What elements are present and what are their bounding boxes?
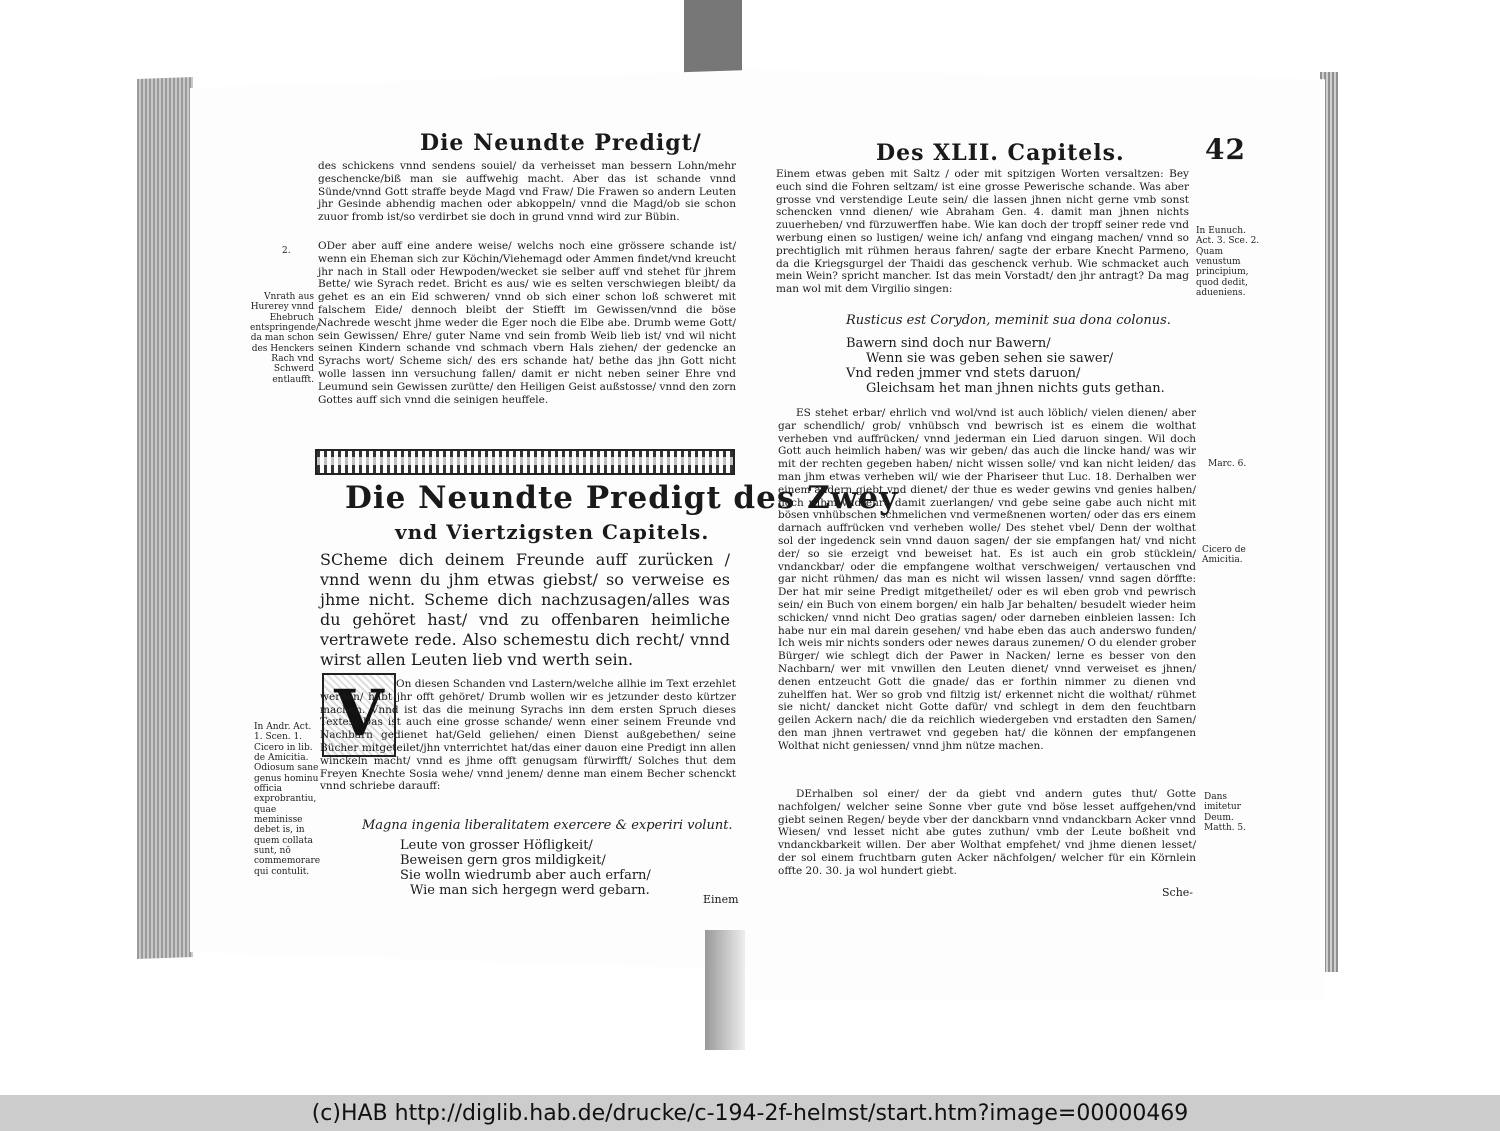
left-poem-line-4: Wie man sich hergegn werd gebarn. xyxy=(410,883,650,898)
book-spine-top xyxy=(684,0,742,80)
right-margin-note-1: In Eunuch. Act. 3. Sce. 2. Quam venustum principium, quod dedit, adueniens. xyxy=(1196,226,1260,299)
decorated-initial: V xyxy=(322,673,396,757)
left-margin-number: 2. xyxy=(282,246,291,256)
left-margin-note-2: In Andr. Act. 1. Scen. 1. Cicero in lib. de Amicitia. Odiosum sane genus hominu officia exprobrantiu, quae meminisse debet is, in quem collata sunt, nō commemorare qui contulit. xyxy=(254,722,321,877)
left-poem-line-1: Leute von grosser Höfligkeit/ xyxy=(400,838,593,853)
right-margin-note-2: Marc. 6. xyxy=(1208,459,1247,469)
footer-credit: (c)HAB http://diglib.hab.de/drucke/c-194-2f-helmst/start.htm?image=00000469 xyxy=(311,1101,1189,1126)
ornament-band xyxy=(315,449,735,475)
sermon-title-line-1: Die Neundte Predigt des Zwey xyxy=(345,480,899,516)
right-body-paragraph-3: DErhalben sol einer/ der da giebt vnd andern gutes thut/ Gotte nachfolgen/ welcher seine Sonne vber gute vnd böse lesset auffgehen/vnd giebt seinen Regen/ beyde vber der danckbarn vnnd vndanckbarn Acker vnnd Wiesen/ vnd lesset nicht abe gutes zuthun/ vmb der Leute boßheit vnd vndanckbarkeit willen. Der aber Wolthat empfehet/ vnd jhme dienen lesset/ der sol einem fruchtbarn guten Acker nächfolgen/ welcher für ein Körnlein offte 20. 30. ja wol hundert giebt. xyxy=(778,788,1196,877)
right-poem-line-4: Gleichsam het man jhnen nichts guts gethan. xyxy=(866,381,1165,396)
left-body-paragraph-1: des schickens vnnd sendens souiel/ da verheisset man bessern Lohn/mehr geschencke/biß man sie auffwehig macht. Aber das ist schande vnnd Sünde/vnnd Gott straffe beyde Magd vnd Fraw/ Die Frawen so andern Leuten jhr Gesinde abhendig machen oder abkoppeln/ vnnd die Magd/ob sie schon zuuor fromb ist/so verdirbet sie doch in grund vnnd wird zur Bübin. xyxy=(318,160,736,224)
left-body-paragraph-3: On diesen Schanden vnd Lastern/welche allhie im Text erzehlet werden/ habt jhr offt gehöret/ Drumb wollen wir es jetzunder desto kürtzer machen. Vnnd ist das die meinung Syrachs inn dem ersten Spruch dieses Textes: Das ist auch eine grosse schande/ wenn einer seinem Freunde vnd Nachbarn gedienet hat/Geld geliehen/ einen Dienst außgebethen/ seine Bücher mitgeteilet/jhn vnterrichtet hat/das einer dauon eine Predigt inn allen winckeln macht/ vnnd es jhme offt genugsam fürwirfft/ Solches thut dem Freyen Knechte Sosia wehe/ vnnd jenem/ denne man einem Becher schenckt vnnd schriebe darauff: xyxy=(320,678,736,793)
sermon-title-line-2: vnd Viertzigsten Capitels. xyxy=(395,520,710,544)
right-margin-note-4: Dans imitetur Deum. Matth. 5. xyxy=(1204,792,1246,834)
right-poem-line-1: Bawern sind doch nur Bawern/ xyxy=(846,336,1051,351)
left-page-header: Die Neundte Predigt/ xyxy=(420,130,702,156)
book-page-edges-left xyxy=(137,77,193,959)
left-margin-note-1: Vnrath aus Hurerey vnnd Ehebruch entspringende/ da man schon des Henckers Rach vnd Schwerd entlaufft. xyxy=(250,292,320,385)
right-poem-line-3: Vnd reden jmmer vnd stets daruon/ xyxy=(846,366,1081,381)
right-poem-line-2: Wenn sie was geben sehen sie sawer/ xyxy=(866,351,1114,366)
right-page-header: Des XLII. Capitels. xyxy=(876,140,1125,166)
right-margin-note-3: Cicero de Amicitia. xyxy=(1202,545,1246,566)
right-latin-quote: Rusticus est Corydon, meminit sua dona colonus. xyxy=(846,313,1171,328)
left-poem-line-2: Beweisen gern gros mildigkeit/ xyxy=(400,853,606,868)
right-body-paragraph-2: ES stehet erbar/ ehrlich vnd wol/vnd ist auch löblich/ vielen dienen/ aber gar schendlich/ grob/ vnhübsch vnd bewrisch ist es einem die wolthat verheben vnd auffrücken/ vnnd jederman ein Lied daruon singen. Wil doch Gott auch heimlich haben/ was wir geben/ das auch die lincke hand/ was wir mit der rechten gegeben haben/ nicht wissen solle/ vnd kan nicht leiden/ das man jhm etwas verheben wil/ wie der Phariseer thut Luc. 18. Derhalben wer einem andern giebt vnd dienet/ der thue es weder gewins vnd genies halben/ noch ruhm vnd ehre damit zuerlangen/ vnd gebe seine gabe auch nicht mit bösen vnhübschen schmelichen vnd vermeßnenen worten/ oder das ers einem darnach auffrücken vnd verheben wolle/ Des stehet vbel/ Denn der wolthat sol der ingedenck sein vnnd dauon sagen/ der sie empfangen hat/ vnd nicht der/ so sie erzeigt vnd beweiset hat. Es ist auch ein grob stücklein/ vndanckbar/ oder die empfangene wolthat verschweigen/ vertauschen vnd gar nicht rühmen/ das man es nicht wil wissen lassen/ vnnd sagen dörffte: Der hat mir seine Predigt mitgetheilet/ oder es wil eben grob vnd pewrisch sein/ ein Buch von einem borgen/ ein halb Jar behalten/ besudelt wieder heim schicken/ vnnd nicht Deo gratias sagen/ oder darneben einbleien lassen: Ich habe nur ein mal darein gesehen/ vnd habe eben das auch anderswo funden/ Ich weis mir nichts sonders oder newes daraus zunemen/ O du elender grober Bürger/ wie schlegt dich der Pawer in Nacken/ lerne es besser von den Nachbarn/ wer mit vnwillen den Leuten dienet/ vnnd verweiset es jhnen/ denen entzeucht Gott die gnade/ das er forthin nimmer zu dienen vnd zuhelffen hat. Wer so grob vnd filtzig ist/ erkennet nicht die wolthat/ rühmet sie nicht/ dancket nicht Gotte dafür/ vnd schlegt in dem den feuchtbarn geilen Ackern nach/ die da reichlich wiedergeben vnd erstadten den Samen/ den man jhnen vertrawet vnd gegeben hat/ die können der empfangenen Wolthat nicht geniessen/ vnnd jhm nütze machen. xyxy=(778,407,1196,752)
left-latin-quote: Magna ingenia liberalitatem exercere & experiri volunt. xyxy=(362,818,733,833)
left-catchword: Einem xyxy=(703,893,739,906)
right-body-paragraph-1: Einem etwas geben mit Saltz / oder mit spitzigen Worten versaltzen: Bey euch sind die Fohren seltzam/ ist eine grosse Pewerische schande. Was aber grosse vnd verstendige Leute sein/ die lassen jhnen nicht gerne vmb sonst schencken vnnd dienen/ wie Abraham Gen. 4. damit man jhnen nichts zuuerheben/ vnd fürzuwerffen habe. Wie kan doch der tropff seiner rede vnd werbung einen so lustigen/ weine ich/ anfang vnd eingang machen/ vnnd so prechtiglich mit rühmen heraus fahren/ sagte der erbare Knecht Parmeno, da die Kriegsgurgel der Thaidi das geschenck verhub. Wie schmacket auch mein Wein? spricht mancher. Ist das mein Vorstadt/ den jhr antragt? Da mag man wol mit dem Virgilio singen: xyxy=(776,168,1189,296)
left-body-paragraph-2: ODer aber auff eine andere weise/ welchs noch eine grössere schande ist/ wenn ein Eheman sich zur Köchin/Viehemagd oder Ammen findet/vnd kreucht jhr nach in Stall oder Hewpoden/wecket sie selber auff vnd stehet für jhrem Bette/ wie Syrach redet. Bricht es aus/ wie es selten verschwiegen bleibt/ da gehet es an ein Eid schweren/ vnnd ob sich einer schon loß schweret mit falschem Eide/ dennoch bleibt der Stiefft im Gewissen/vnnd die böse Nachrede wescht jhme weder die Eger noch die Elbe abe. Drumb weme Gott/ sein Gewissen/ Ehre/ guter Name vnd sein fromb Weib lieb ist/ vnd wil nicht seinen Kindern schande vnd schmach vbern Hals ziehen/ der gedencke an Syrachs wort/ Scheme sich/ des ers schande hat/ bethe das jhn Gott nicht wolle lassen inn versuchung fallen/ damit er nicht neben seiner Ehre vnd Leumund sein Gewissen zurütte/ den Heiligen Geist außstosse/ vnnd den zorn Gottes auff sich vnnd die seinigen heuffele. xyxy=(318,240,736,406)
left-poem-line-3: Sie wolln wiedrumb aber auch erfarn/ xyxy=(400,868,651,883)
scripture-verse: SCheme dich deinem Freunde auff zurücken / vnnd wenn du jhm etwas giebst/ so verweise es jhme nicht. Scheme dich nachzusagen/alles was du gehöret hast/ vnd zu offenbaren heimliche vertrawete rede. Also schemestu dich recht/ vnnd wirst allen Leuten lieb vnd werth sein. xyxy=(320,550,730,669)
book-spine-bottom xyxy=(705,930,745,1050)
right-catchword: Sche- xyxy=(1162,886,1194,899)
page-number: 42 xyxy=(1205,133,1246,166)
